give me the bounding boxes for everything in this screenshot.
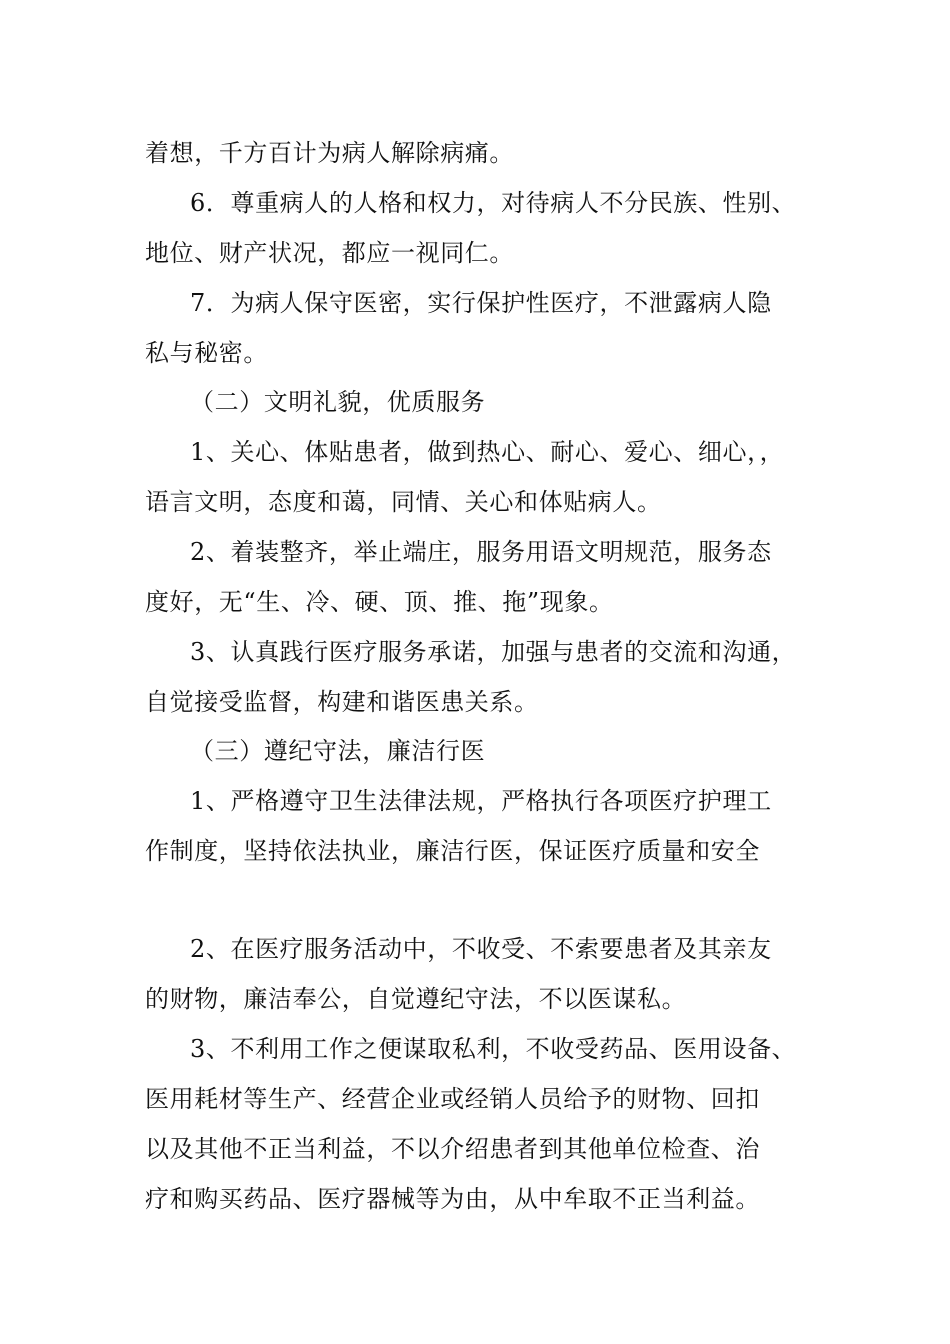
text-line: 7．为病人保守医密，实行保护性医疗，不泄露病人隐 (190, 289, 772, 317)
text-line: 6．尊重病人的人格和权力，对待病人不分民族、性别、 (190, 189, 797, 217)
text-line: 以及其他不正当利益，不以介绍患者到其他单位检查、治 (145, 1135, 760, 1163)
text-line: 疗和购买药品、医疗器械等为由，从中牟取不正当利益。 (145, 1185, 760, 1213)
text-line: 地位、财产状况，都应一视同仁。 (145, 239, 514, 267)
text-line: 度好，无“生、冷、硬、顶、推、拖”现象。 (145, 588, 614, 616)
text-line: 1、关心、体贴患者，做到热心、耐心、爱心、细心，， (190, 438, 785, 466)
text-line: 2、在医疗服务活动中，不收受、不索要患者及其亲友 (190, 935, 772, 963)
text-line: 自觉接受监督，构建和谐医患关系。 (145, 688, 539, 716)
text-line: 1、严格遵守卫生法律法规，严格执行各项医疗护理工 (190, 787, 772, 815)
text-line: 医用耗材等生产、经营企业或经销人员给予的财物、回扣 (145, 1085, 760, 1113)
text-line: 3、不利用工作之便谋取私利，不收受药品、医用设备、 (190, 1035, 797, 1063)
text-line: 语言文明，态度和蔼，同情、关心和体贴病人。 (145, 488, 662, 516)
text-line: 作制度，坚持依法执业，廉洁行医，保证医疗质量和安全 (145, 837, 760, 865)
text-line: 3、认真践行医疗服务承诺，加强与患者的交流和沟通， (190, 638, 797, 666)
section-heading: （三）遵纪守法，廉洁行医 (190, 737, 486, 765)
text-line: 着想，千方百计为病人解除病痛。 (145, 139, 514, 167)
text-line: 的财物，廉洁奉公，自觉遵纪守法，不以医谋私。 (145, 985, 687, 1013)
section-heading: （二）文明礼貌，优质服务 (190, 388, 486, 416)
text-line: 私与秘密。 (145, 339, 268, 367)
text-line: 2、着装整齐，举止端庄，服务用语文明规范，服务态 (190, 538, 772, 566)
